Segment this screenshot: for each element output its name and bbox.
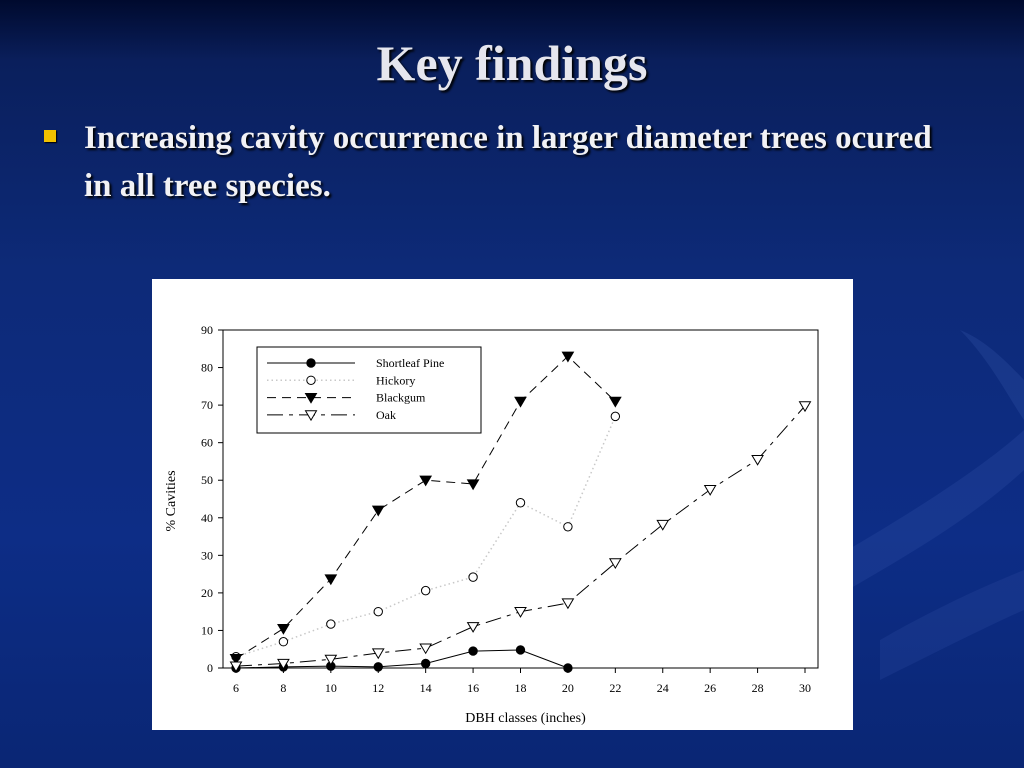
data-point-shortleaf-pine (564, 664, 572, 672)
y-tick-label: 20 (201, 585, 213, 600)
data-point-shortleaf-pine (421, 659, 429, 667)
cavity-line-chart (152, 279, 853, 730)
data-point-shortleaf-pine (374, 663, 382, 671)
x-tick-label: 16 (467, 681, 480, 695)
x-tick-label: 6 (233, 681, 239, 695)
y-tick-label: 30 (201, 548, 213, 563)
legend-label-oak: Oak (376, 407, 396, 422)
data-point-blackgum (515, 397, 526, 406)
data-point-hickory (279, 638, 287, 646)
x-tick-label: 10 (324, 681, 337, 695)
legend-marker-hickory (307, 376, 315, 384)
x-tick-label: 8 (280, 681, 287, 695)
x-tick-label: 12 (372, 681, 385, 695)
x-tick-label: 28 (751, 681, 764, 695)
x-tick-label: 14 (419, 681, 432, 695)
x-tick-label: 26 (704, 681, 717, 695)
y-axis-label: % Cavities (164, 470, 179, 532)
data-point-hickory (374, 607, 382, 615)
y-tick-label: 80 (201, 360, 213, 375)
y-tick-label: 40 (201, 510, 213, 525)
data-point-shortleaf-pine (516, 646, 524, 654)
x-tick-label: 18 (514, 681, 527, 695)
data-point-shortleaf-pine (469, 647, 477, 655)
data-point-blackgum (325, 575, 336, 584)
data-point-blackgum (610, 397, 621, 406)
data-point-oak (515, 608, 526, 617)
legend-marker-shortleaf-pine (307, 359, 315, 367)
x-tick-label: 30 (799, 681, 811, 695)
data-point-oak (705, 485, 716, 494)
data-point-hickory (611, 412, 619, 420)
data-point-oak (325, 655, 336, 664)
data-point-hickory (327, 620, 335, 628)
y-tick-label: 60 (201, 435, 213, 450)
x-axis-label: DBH classes (inches) (465, 711, 586, 726)
y-tick-label: 70 (201, 398, 213, 413)
series-line-hickory (236, 416, 615, 656)
y-tick-label: 90 (201, 323, 213, 337)
bullet-text: Increasing cavity occurrence in larger diameter trees ocured in all tree species. (84, 120, 932, 204)
data-point-blackgum (468, 480, 479, 489)
legend-label-shortleaf-pine: Shortleaf Pine (376, 356, 445, 370)
data-point-blackgum (420, 476, 431, 485)
x-tick-label: 24 (656, 681, 669, 695)
data-point-oak (468, 623, 479, 632)
data-point-hickory (516, 499, 524, 507)
bullet-square-icon (44, 130, 56, 142)
data-point-blackgum (373, 506, 384, 515)
data-point-blackgum (278, 624, 289, 633)
bullet-item (44, 114, 944, 210)
slide-title: Key findings (376, 35, 648, 91)
data-point-oak (562, 599, 573, 608)
x-tick-label: 20 (561, 681, 574, 695)
legend-label-hickory: Hickory (376, 373, 416, 388)
y-tick-label: 10 (201, 623, 213, 638)
legend-label-blackgum: Blackgum (376, 390, 426, 405)
data-point-oak (657, 520, 668, 529)
data-point-hickory (469, 573, 477, 581)
y-tick-label: 50 (201, 473, 213, 488)
legend-box (257, 347, 481, 433)
data-point-oak (420, 644, 431, 653)
data-point-hickory (564, 523, 572, 531)
y-tick-label: 0 (207, 661, 213, 675)
data-point-oak (752, 455, 763, 464)
x-tick-label: 22 (609, 681, 622, 695)
data-point-hickory (421, 586, 429, 594)
chart-panel (152, 279, 853, 730)
